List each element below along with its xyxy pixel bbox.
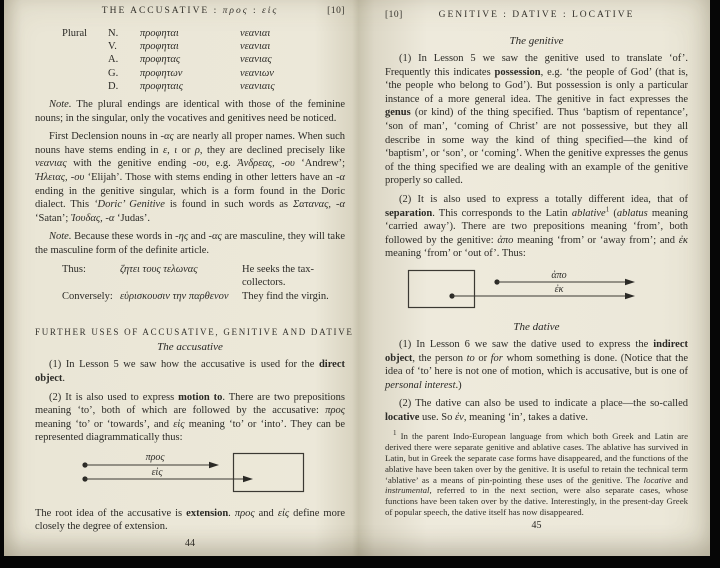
left-page <box>4 0 357 556</box>
motion-to-diagram <box>35 451 345 497</box>
declension-paragraph: First Declension nouns in -ας are nearly all proper names. When such nouns have stems ending in ε, ι or ρ, they are declined precisely like νεανιας with the genitive ending -ου, e.g. Ἀνδρεας, -ου ‘Andrew’; Ἡλειας, -ου ‘Elijah’. Those with stems ending in other letters have an -α ending in the genitive singular, which is a form found in the Doric dialect. This ‘Doric’ Genitive is found in such words as Σατανας, -α ‘Satan’; Ἰουδας, -α ‘Judas’. <box>35 131 346 224</box>
table-row <box>62 27 345 40</box>
example-greek: ζητει τους τελωνας <box>120 263 198 275</box>
greek-word: νεανιαι <box>240 28 271 39</box>
greek-word: νεανιων <box>240 67 274 79</box>
source-box <box>409 270 475 307</box>
number-label <box>62 67 108 80</box>
example-label: Thus: <box>62 263 86 275</box>
accusative-paragraph-2: (2) It is also used to express motion to. There are two prepositions meaning ‘to’, both of which are followed by the accusative: προς meaning ‘to’ or ‘towards’, and εἰς meaning ‘to’ or ‘into’. They can be represented diagrammatically thus: <box>35 391 345 444</box>
case-label: N. <box>108 28 119 39</box>
examples-block <box>62 263 345 304</box>
note-paragraph-1: Note. The plural endings are identical with those of the feminine nouns; in the singular, only the vocatives and genitives need be noticed. <box>35 99 345 124</box>
case-label: A. <box>108 54 119 66</box>
greek-word: προφηται <box>140 28 179 39</box>
case-label: V. <box>108 41 117 53</box>
example-label: Conversely: <box>62 290 113 302</box>
apo-label: ἀπο <box>551 269 567 281</box>
table-row <box>62 40 345 53</box>
table-row <box>62 80 345 93</box>
example-english: They find the virgin. <box>242 290 329 302</box>
ek-label: ἐκ <box>554 283 564 295</box>
example-english: He seeks the tax-collectors. <box>242 263 315 289</box>
number-label <box>62 80 108 93</box>
greek-word: νεανιαις <box>240 80 275 92</box>
genitive-paragraph-2: (2) It is also used to express a totally different idea, that of separation. This corresponds to the Latin ablative$^1$ (ablatus meaning ‘carried away’). There are two prepositions meaning ‘from’, both followed by the genitive: ἀπο meaning ‘from’ or ‘away from’; and ἐκ meaning ‘from’ or ‘out of’. Thus: <box>385 193 689 260</box>
eis-label: εἰς <box>151 466 163 478</box>
book-spread <box>4 0 710 556</box>
pros-arrowhead <box>209 462 219 468</box>
subsection-heading-dative: The dative <box>513 320 560 333</box>
greek-word: νεανιαι <box>240 41 271 53</box>
genitive-paragraph-1: (1) In Lesson 5 we saw the genitive used to translate ‘of’. Frequently this indicates possession, e.g. ‘the people of God’ (that is, ‘the people who belong to God’). But possession is only a particular instance of a more general idea. The genitive in fact expresses the genus (or kind) of the thing specified. Thus ‘baptism of repentance’, ‘son of man’, ‘coming of Christ’ are not possessive, but they all describe in some way the kind of thing specified—the kind of ‘baptism’, or ‘son’, or ‘coming’. When the genitive expresses the genus of the thing specified we are dealing with an example of the genitive properly so called. <box>385 53 688 187</box>
subsection-heading-genitive: The genitive <box>509 35 564 47</box>
apo-arrowhead <box>625 279 635 285</box>
number-label <box>62 53 108 66</box>
subsection-heading-accusative: The accusative <box>157 341 223 354</box>
number-label <box>62 40 108 53</box>
declension-table <box>62 27 345 93</box>
eis-arrowhead <box>243 476 253 482</box>
destination-box <box>234 453 304 491</box>
greek-word: προφητων <box>140 67 183 79</box>
note-paragraph-2: Note. Because these words in -ης and -ας are masculine, they will take the masculine form of the definite article. <box>35 231 345 256</box>
lesson-ref-left: [10] <box>327 6 345 16</box>
accusative-paragraph-1: (1) In Lesson 5 we saw how the accusative is used for the direct object. <box>35 359 345 384</box>
extension-paragraph: The root idea of the accusative is extension. προς and εἰς define more closely the degree of extension. <box>35 507 346 533</box>
greek-word: προφηται <box>140 41 179 53</box>
separation-diagram <box>385 267 690 311</box>
running-head-title-right: GENITIVE : DATIVE : LOCATIVE <box>438 10 635 20</box>
running-head-left <box>35 6 345 19</box>
case-label: D. <box>108 80 119 92</box>
table-row <box>62 67 345 80</box>
table-row <box>62 53 345 66</box>
footnote-ablative: $^1$ In the parent Indo-European language from which both Greek and Latin are derived there were separate genitive and ablative cases. The ablative has survived in Latin, but in Greek the separate case forms have disappeared, and the functions of the ablative have been taken over by the genitive. It is useful to retain the technical term ‘ablative’ as a means of pin-pointing these uses of the genitive. The locative and instrumental, referred to in the next section, were also separate cases, whose functions have been taken over by the dative. Interestingly, in the present-day Greek of popular speech, the dative itself has now disappeared. <box>385 429 688 518</box>
running-head-title-left: THE ACCUSATIVE : προς : εἰς <box>101 6 279 16</box>
dative-paragraph-1: (1) In Lesson 6 we saw the dative used to express the indirect object, the person to or for whom something is done. (Notice that the idea of ‘to’ here is not one of motion, which is accusative, but is one of personal interest.) <box>385 338 688 391</box>
page-number-left: 44 <box>185 538 195 550</box>
section-heading: FURTHER USES OF ACCUSATIVE, GENITIVE AND DATIVE <box>35 327 354 338</box>
greek-word: προφηταις <box>140 80 184 92</box>
greek-word: νεανιας <box>240 54 272 66</box>
page-number-right: 45 <box>531 519 542 531</box>
right-page <box>357 0 710 556</box>
dative-paragraph-2: (2) The dative can also be used to indicate a place—the so-called locative use. So ἐν, meaning ‘in’, takes a dative. <box>385 398 688 423</box>
number-label: Plural <box>62 28 88 39</box>
ek-arrowhead <box>625 293 635 299</box>
pros-label: προς <box>145 451 165 463</box>
example-greek: εὑρισκουσιν την παρθενον <box>120 290 229 302</box>
case-label: G. <box>108 67 119 79</box>
running-head-right <box>385 10 688 23</box>
lesson-ref-right: [10] <box>385 10 403 20</box>
greek-word: προφητας <box>140 54 181 66</box>
